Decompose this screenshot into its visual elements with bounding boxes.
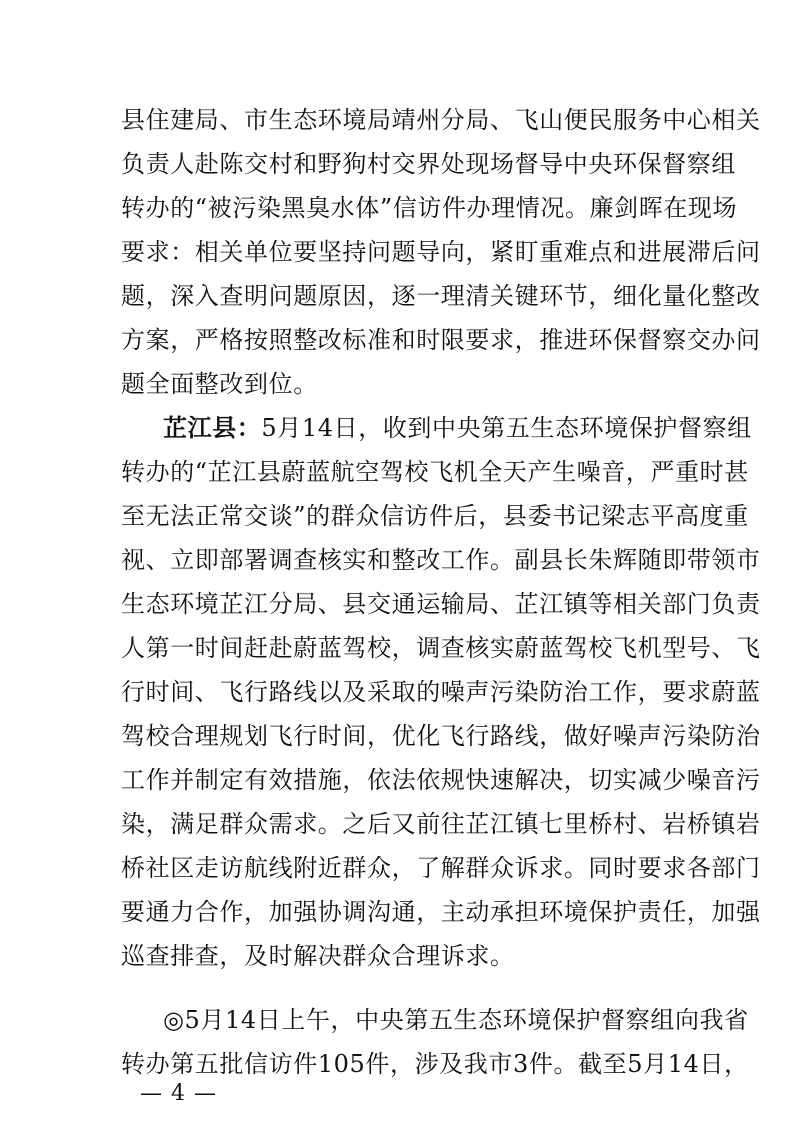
body-text-line: 工作并制定有效措施，依法依规快速解决，切实减少噪音污: [121, 766, 761, 794]
paragraph-first-line-text: 5月14日，收到中央第五生态环境保护督察组: [261, 414, 752, 442]
body-text-line: 人第一时间赶赴蔚蓝驾校，调查核实蔚蓝驾校飞机型号、飞: [121, 634, 761, 662]
body-text-line: 方案，严格按照整改标准和时限要求，推进环保督察交办问: [121, 326, 761, 354]
body-text-line: 视、立即部署调查核实和整改工作。副县长朱辉随即带领市: [121, 546, 761, 574]
body-text-line: 行时间、飞行路线以及采取的噪声污染防治工作，要求蔚蓝: [121, 678, 761, 706]
body-text-line: 至无法正常交谈”的群众信访件后，县委书记梁志平高度重: [121, 502, 749, 530]
body-text-line: 转办的“被污染黑臭水体”信访件办理情况。廉剑晖在现场: [121, 194, 738, 222]
body-text-line: 题全面整改到位。: [121, 370, 318, 398]
body-text-line: 生态环境芷江分局、县交通运输局、芷江镇等相关部门负责: [121, 590, 761, 618]
county-label: 芷江县：: [163, 413, 262, 442]
body-text-line: 转办第五批信访件105件，涉及我市3件。截至5月14日，: [121, 1050, 749, 1078]
body-text-line: 县住建局、市生态环境局靖州分局、飞山便民服务中心相关: [121, 106, 761, 134]
body-text-line: 转办的“芷江县蔚蓝航空驾校飞机全天产生噪音，严重时甚: [121, 458, 749, 486]
body-text-line: 要通力合作，加强协调沟通，主动承担环境保护责任，加强: [121, 898, 761, 926]
body-text-line: 巡查排查，及时解决群众合理诉求。: [121, 942, 515, 970]
paragraph-first-line: [163, 406, 752, 450]
paragraph-first-line: ◎5月14日上午，中央第五生态环境保护督察组向我省: [163, 1006, 749, 1034]
body-text-line: 要求：相关单位要坚持问题导向，紧盯重难点和进展滞后问: [121, 238, 761, 266]
page-number: — 4 —: [140, 1081, 217, 1106]
body-text-line: 题，深入查明问题原因，逐一理清关键环节，细化量化整改: [121, 282, 761, 310]
body-text-line: 桥社区走访航线附近群众，了解群众诉求。同时要求各部门: [121, 854, 761, 882]
body-text-line: 染，满足群众需求。之后又前往芷江镇七里桥村、岩桥镇岩: [121, 810, 761, 838]
body-text-line: 驾校合理规划飞行时间，优化飞行路线，做好噪声污染防治: [121, 722, 761, 750]
body-text-line: 负责人赴陈交村和野狗村交界处现场督导中央环保督察组: [121, 150, 736, 178]
